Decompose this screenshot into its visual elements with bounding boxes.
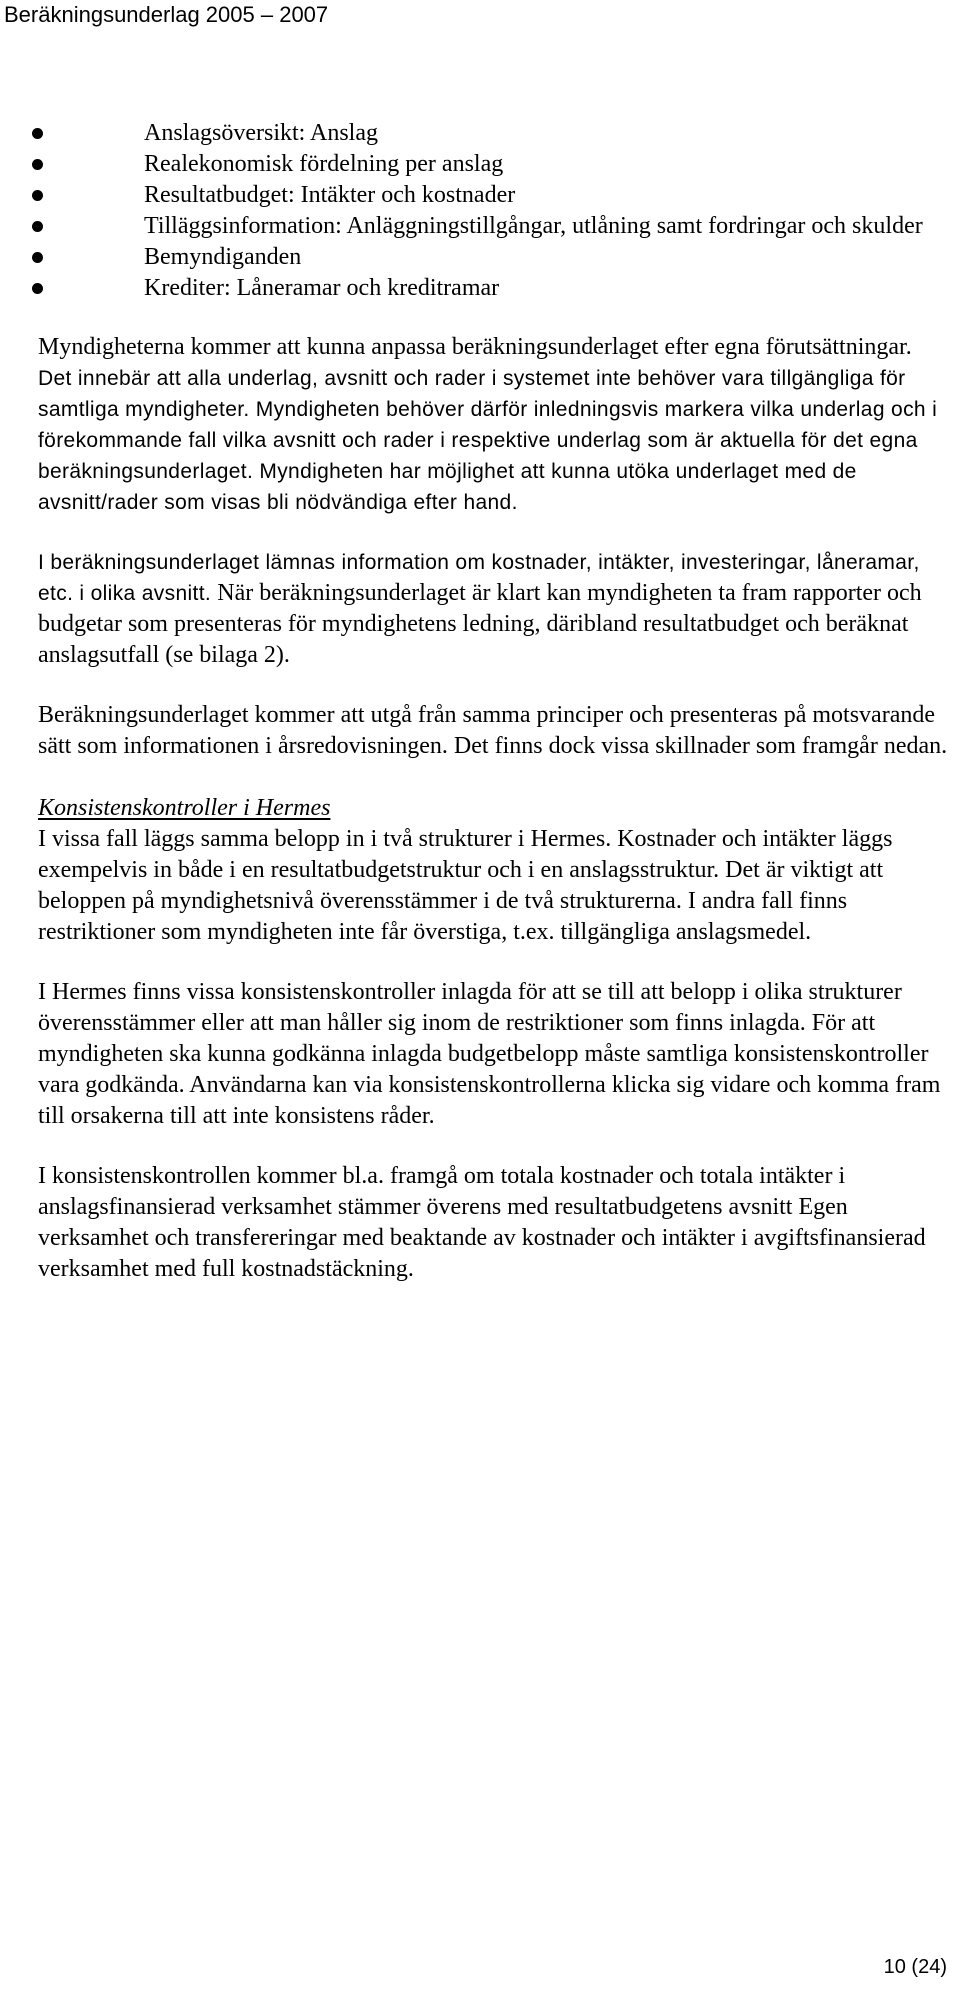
page-header: Beräkningsunderlag 2005 – 2007 <box>4 2 329 27</box>
list-item <box>38 118 950 149</box>
list-item-text: Realekonomisk fördelning per anslag <box>144 151 504 177</box>
paragraph-text: Det innebär att alla underlag, avsnitt och rader i systemet inte behöver vara tillgängliga för samtliga myndigheter. Myndigheten behöver därför inledningsvis markera vilka underlag och i förekommande fall vilka avsnitt och rader i respektive underlag som är aktuella för det egna beräkningsunderlaget. Myndigheten har möjlighet att kunna utöka underlaget med de avsnitt/rader som visas bli nödvändiga efter hand. <box>38 367 938 514</box>
list-item-text: Tilläggsinformation: Anläggningstillgångar, utlåning samt fordringar och skulder <box>144 213 923 239</box>
paragraph-information <box>38 547 950 671</box>
list-item <box>38 180 950 211</box>
paragraph-text: När beräkningsunderlaget är klart kan myndigheten ta fram rapporter och budgetar som presenteras för myndighetens ledning, däribland resultatbudget och beräknat anslagsutfall (se bilaga 2). <box>38 580 922 668</box>
paragraph-anpassa <box>38 332 950 518</box>
paragraph-strukturer: I vissa fall läggs samma belopp in i två strukturer i Hermes. Kostnader och intäkter läggs exempelvis in både i en resultatbudgetstruktur och i en anslagsstruktur. Det är viktigt att beloppen på myndighetsnivå överensstämmer i de två strukturerna. I andra fall finns restriktioner som myndigheten inte får överstiga, t.ex. tillgängliga anslagsmedel. <box>38 826 893 945</box>
list-item-text: Bemyndiganden <box>144 244 302 270</box>
list-item <box>38 273 950 304</box>
list-item-text: Resultatbudget: Intäkter och kostnader <box>144 182 516 208</box>
paragraph-text: Myndigheterna kommer att kunna anpassa beräkningsunderlaget efter egna förutsättningar. <box>38 334 912 360</box>
paragraph-konsistenskontroller: I Hermes finns vissa konsistenskontroller inlagda för att se till att belopp i olika strukturer överensstämmer eller att man håller sig inom de restriktioner som finns inlagda. För att myndigheten ska kunna godkänna inlagda budgetbelopp måste samtliga konsistenskontroller vara godkända. Användarna kan via konsistenskontrollerna klicka sig vidare och komma fram till orsakerna till att inte konsistens råder. <box>38 979 941 1129</box>
paragraph-principer: Beräkningsunderlaget kommer att utgå från samma principer och presenteras på motsvarande sätt som informationen i årsredovisningen. Det finns dock vissa skillnader som framgår nedan. <box>38 702 948 759</box>
bullet-icon <box>32 190 43 201</box>
bullet-list <box>38 118 950 304</box>
page-number: 10 (24) <box>883 1956 947 1978</box>
paragraph-text: I beräkningsunderlaget lämnas information om kostnader, intäkter, investeringar, låneramar, etc. i olika avsnitt. <box>38 551 920 605</box>
document-body <box>38 118 950 1285</box>
list-item-text: Anslagsöversikt: Anslag <box>144 120 378 146</box>
bullet-icon <box>32 283 43 294</box>
section-heading: Konsistenskontroller i Hermes <box>38 795 331 821</box>
list-item <box>38 242 950 273</box>
list-item <box>38 149 950 180</box>
bullet-icon <box>32 252 43 263</box>
bullet-icon <box>32 128 43 139</box>
bullet-icon <box>32 221 43 232</box>
paragraph-totala-kostnader: I konsistenskontrollen kommer bl.a. framgå om totala kostnader och totala intäkter i anslagsfinansierad verksamhet stämmer överens med resultatbudgetens avsnitt Egen verksamhet och transfereringar med beaktande av kostnader och intäkter i avgiftsfinansierad verksamhet med full kostnadstäckning. <box>38 1163 926 1282</box>
list-item-text: Krediter: Låneramar och kreditramar <box>144 275 500 301</box>
list-item <box>38 211 950 242</box>
bullet-icon <box>32 159 43 170</box>
